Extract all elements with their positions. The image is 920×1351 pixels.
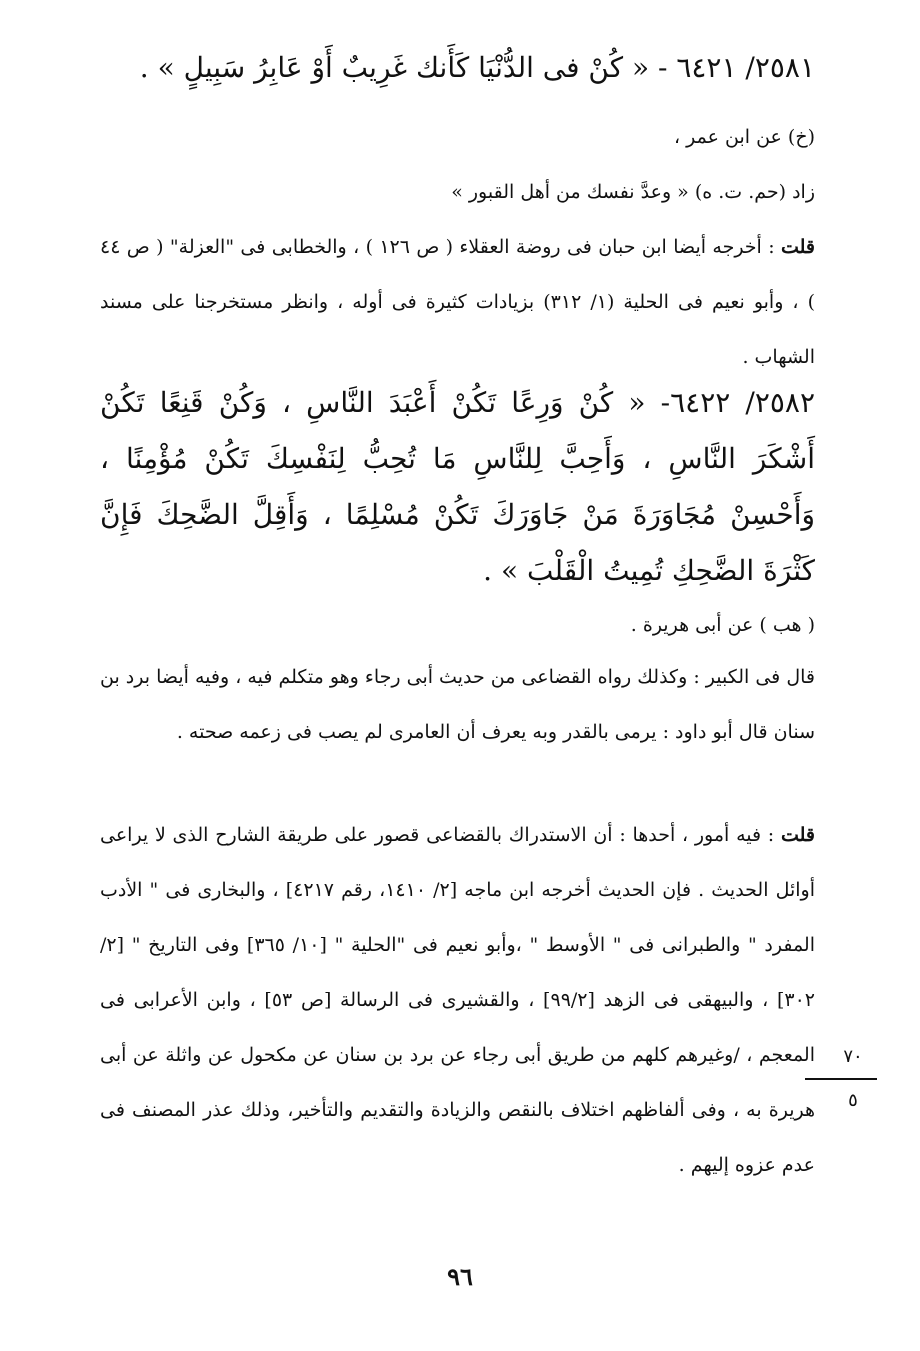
note-text: : أخرجه أيضا ابن حبان فى روضة العقلاء ( ص ١٢٦ ) ، والخطابى فى "العزلة" ( ص ٤٤ ) ، وأبو نعيم فى الحلية (١/ ٣١٢) بزيادات كثيرة فى أوله ، وانظر مستخرجنا على مسند الشهاب . bbox=[100, 236, 815, 368]
commentary-2582: قال فى الكبير : وكذلك رواه القضاعى من حديث أبى رجاء وهو متكلم فيه ، وفيه أيضا برد بن سنان قال أبو داود : يرمى بالقدر وبه يعرف أن العامرى لم يصب فى زعمه صحته . bbox=[100, 666, 815, 743]
margin-page-ref-bottom: ٥ bbox=[848, 1090, 858, 1111]
margin-page-ref-top: ٧٠ bbox=[843, 1046, 863, 1067]
source-2582: ( هب ) عن أبى هريرة . bbox=[630, 614, 815, 636]
note-lead: قلت bbox=[780, 236, 815, 258]
note-text: : فيه أمور ، أحدها : أن الاستدراك بالقضاعى قصور على طريقة الشارح الذى لا يراعى أوائل الحديث . فإن الحديث أخرجه ابن ماجه [٢/ ١٤١٠، رقم ٤٢١٧] ، والبخارى فى " الأدب المفرد " والطبرانى فى " الأوسط " ،وأبو نعيم فى "الحلية " [١٠/ ٣٦٥] وفى التاريخ " [٢/ ٣٠٢] ، والبيهقى فى الزهد [٩٩/٢] ، والقشيرى فى الرسالة [ص ٥٣] ، وابن الأعرابى فى المعجم ، /وغيرهم كلهم من طريق أبى رجاء عن برد بن سنان عن مكحول عن واثلة عن أبى هريرة به ، وفى ألفاظهم اختلاف بالنقص والزيادة والتقديم والتأخير، وذلك عذر المصنف فى عدم عزوه إليهم . bbox=[100, 824, 816, 1176]
source-2581: (خ) عن ابن عمر ، bbox=[673, 126, 815, 148]
addition-2581: زاد (حم. ت. ه) « وعدَّ نفسك من أهل القبور » bbox=[451, 181, 815, 203]
hadith-2582: ٢٥٨٢/ ٦٤٢٢- « كُنْ وَرِعًا تَكُنْ أَعْبَدَ النَّاسِ ، وَكُنْ قَنِعًا تَكُنْ أَشْكَرَ النَّاسِ ، وَأَحِبَّ لِلنَّاسِ مَا تُحِبُّ لِنَفْسِكَ تَكُنْ مُؤْمِنًا ، وَأَحْسِنْ مُجَاوَرَةَ مَنْ جَاوَرَكَ تَكُنْ مُسْلِمًا ، وَأَقِلَّ الضَّحِكَ فَإِنَّ كَثْرَةَ الضَّحِكِ تُمِيتُ الْقَلْبَ » . bbox=[100, 386, 815, 587]
page-number: ٩٦ bbox=[447, 1262, 473, 1291]
note-2582 bbox=[100, 808, 815, 1193]
note-lead: قلت bbox=[780, 824, 815, 846]
note-2581 bbox=[100, 220, 815, 385]
hadith-2581: ٢٥٨١/ ٦٤٢١ - « كُنْ فى الدُّنْيَا كَأَنك غَرِيبٌ أَوْ عَابِرُ سَبِيلٍ » . bbox=[139, 51, 815, 84]
margin-divider bbox=[805, 1078, 877, 1080]
